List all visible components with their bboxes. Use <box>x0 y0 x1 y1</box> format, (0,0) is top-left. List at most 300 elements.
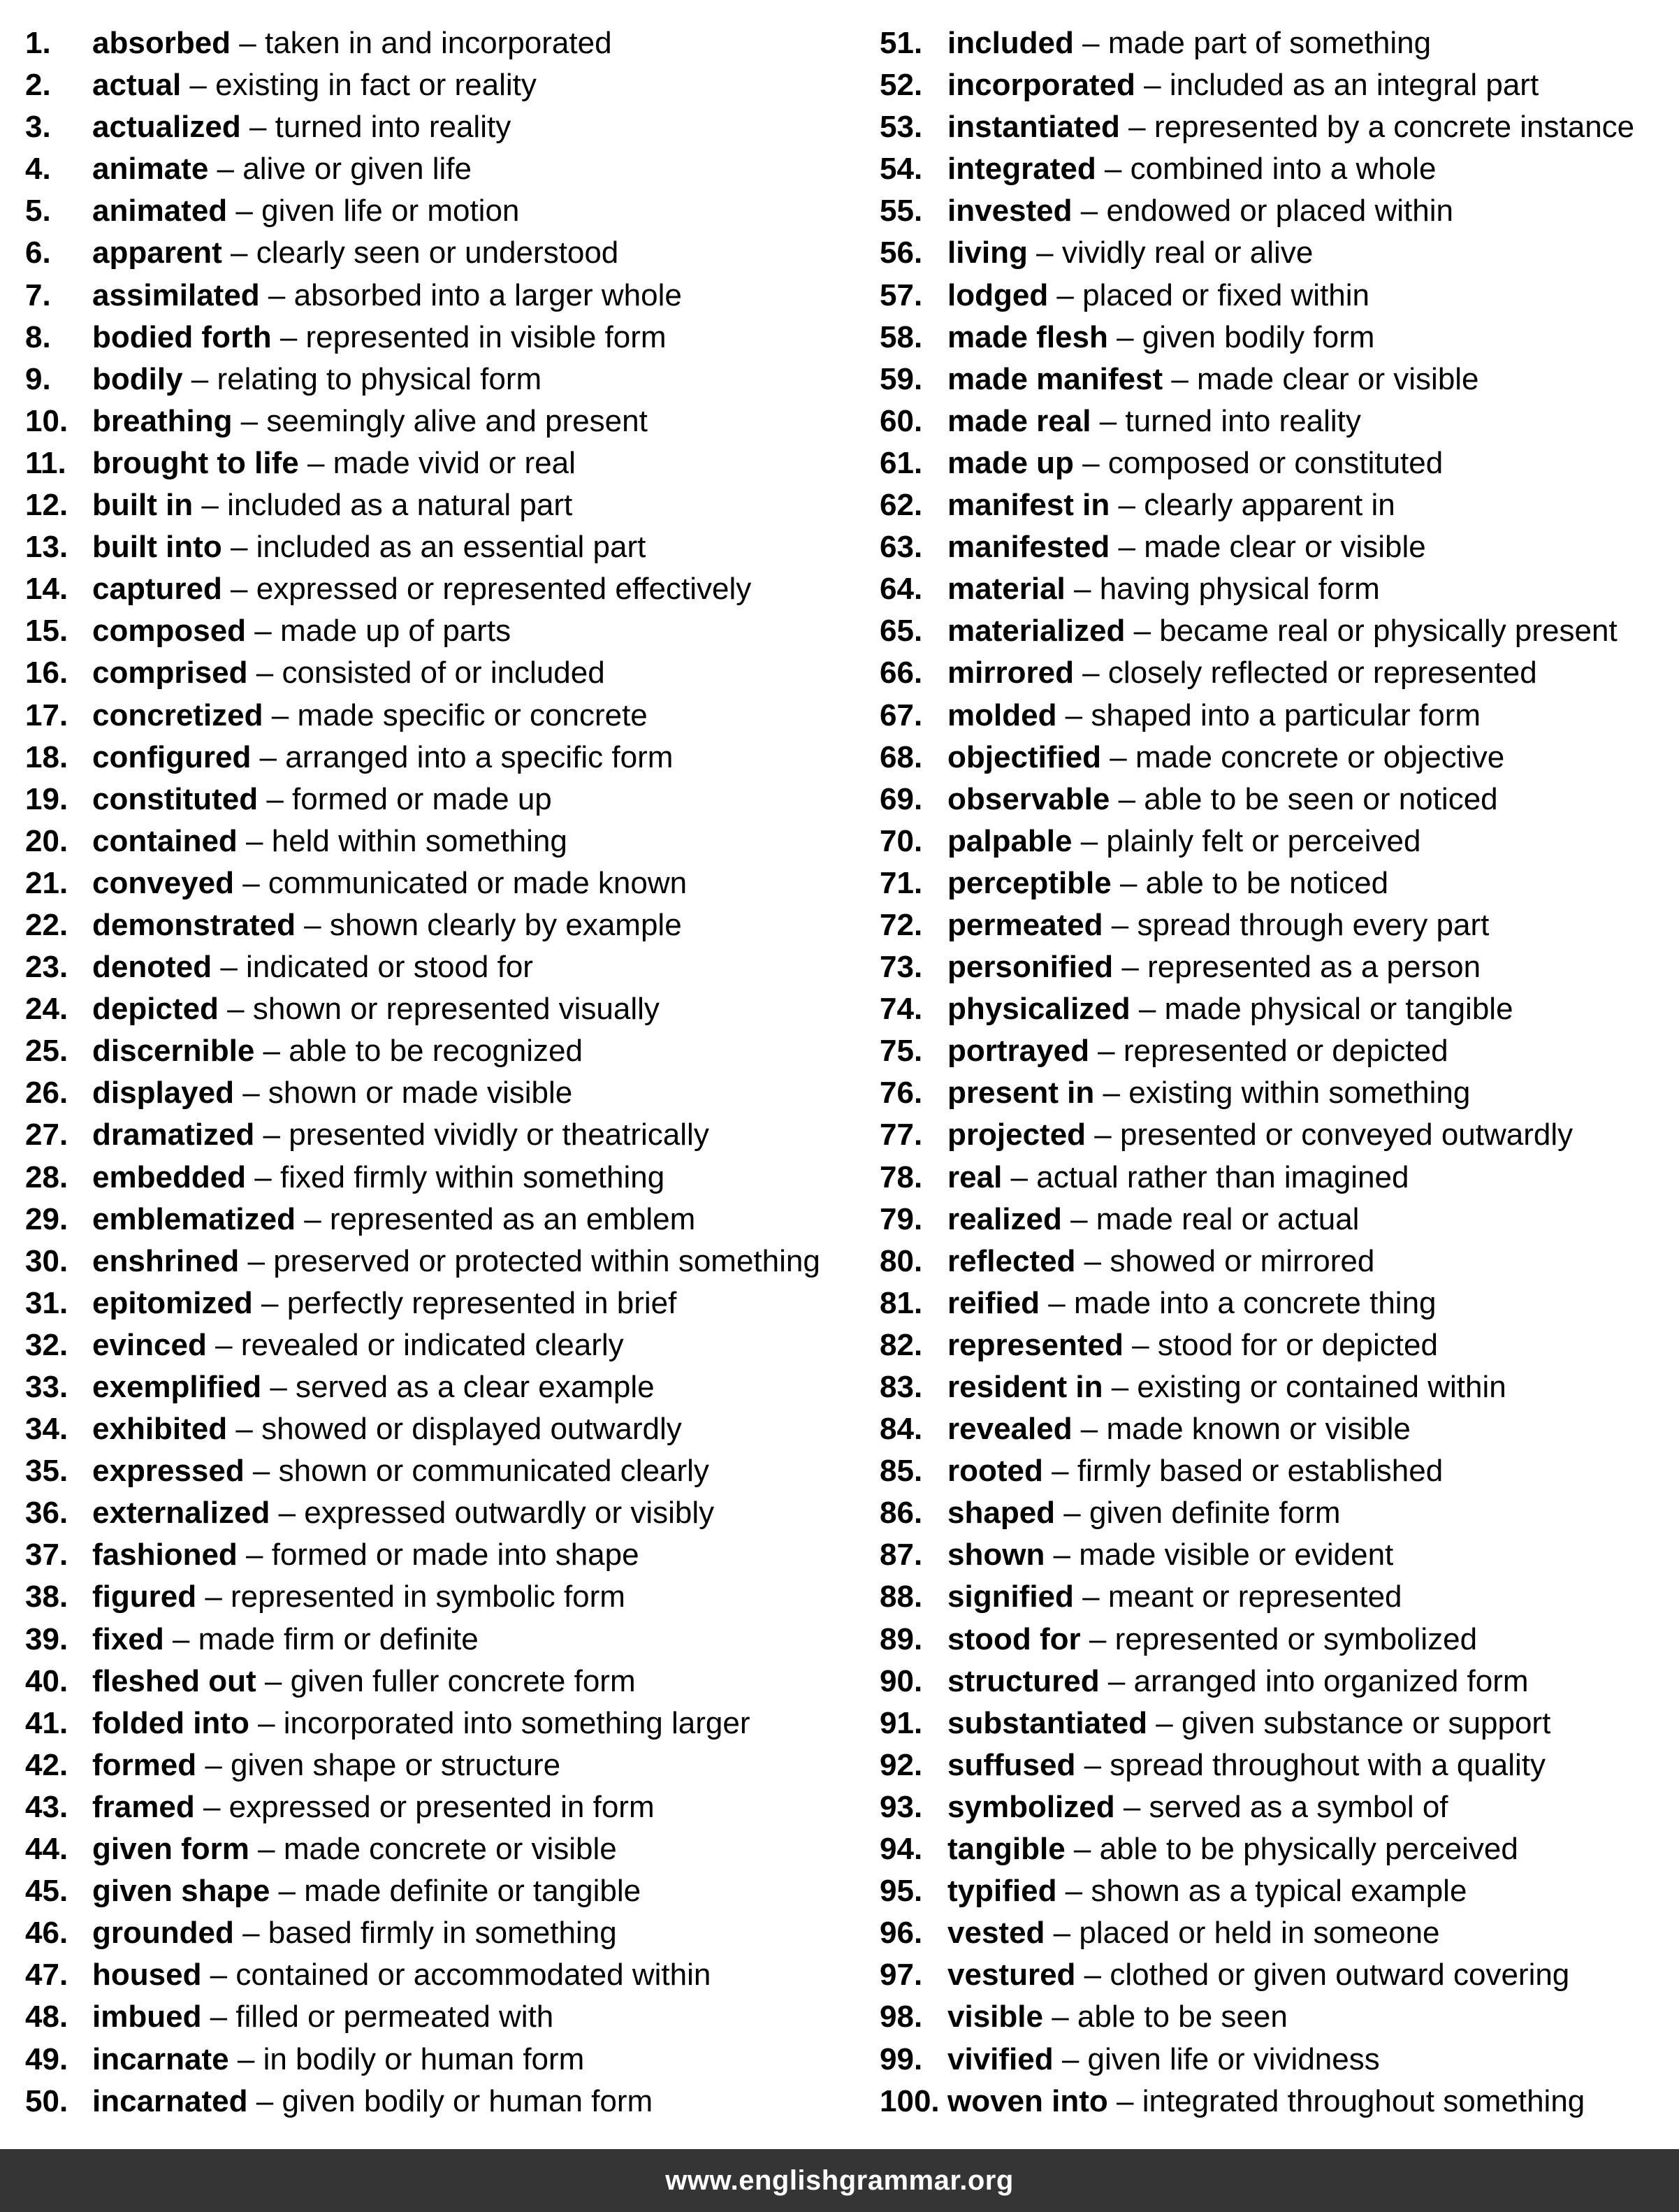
item-word: vivified <box>947 2041 1054 2076</box>
item-text <box>92 779 552 821</box>
item-number: 47. <box>25 1958 68 1993</box>
item-word: stood for <box>947 1621 1081 1656</box>
item-word: concretized <box>92 697 263 732</box>
item-number: 10. <box>25 403 68 438</box>
item-text <box>947 1157 1409 1199</box>
item-separator: – <box>1065 572 1100 607</box>
item-text <box>947 359 1479 400</box>
item-separator: – <box>256 1663 291 1698</box>
item-text <box>947 106 1634 148</box>
item-text <box>947 652 1537 694</box>
item-word: materialized <box>947 614 1126 649</box>
item-definition: served as a clear example <box>296 1370 655 1404</box>
item-definition: showed or mirrored <box>1110 1243 1375 1278</box>
list-item <box>25 1030 857 1072</box>
item-number: 43. <box>25 1789 68 1824</box>
item-text <box>947 1703 1550 1744</box>
item-number: 87. <box>880 1538 923 1573</box>
list-item <box>25 1576 857 1618</box>
item-definition: combined into a whole <box>1130 152 1437 187</box>
item-text <box>947 2039 1380 2081</box>
item-word: exhibited <box>92 1412 228 1447</box>
item-number: 16. <box>25 656 68 691</box>
item-number: 53. <box>880 110 923 145</box>
item-text <box>92 1282 676 1324</box>
list-item <box>880 695 1662 737</box>
item-definition: communicated or made known <box>268 865 688 900</box>
item-number: 99. <box>880 2041 923 2076</box>
item-number: 14. <box>25 572 68 607</box>
list-item <box>880 232 1662 274</box>
item-definition: endowed or placed within <box>1106 194 1453 229</box>
item-word: embedded <box>92 1159 247 1194</box>
item-word: made manifest <box>947 361 1163 396</box>
item-definition: based firmly in something <box>268 1916 617 1951</box>
item-word: housed <box>92 1958 202 1993</box>
item-text <box>947 1492 1341 1534</box>
item-number: 65. <box>880 614 923 649</box>
item-word: symbolized <box>947 1789 1115 1824</box>
item-definition: given shape or structure <box>231 1747 561 1782</box>
item-text <box>947 317 1374 359</box>
item-text <box>947 1199 1359 1241</box>
item-text <box>947 400 1361 442</box>
item-definition: able to be recognized <box>289 1034 583 1069</box>
list-item <box>880 64 1662 106</box>
item-definition: revealed or indicated clearly <box>240 1327 624 1362</box>
list-item <box>25 1366 857 1408</box>
list-item <box>880 904 1662 946</box>
item-definition: fixed firmly within something <box>279 1159 665 1194</box>
item-number: 84. <box>880 1412 923 1447</box>
item-separator: – <box>1080 1621 1115 1656</box>
list-item <box>880 779 1662 821</box>
item-word: configured <box>92 739 252 774</box>
item-definition: composed or constituted <box>1107 445 1444 480</box>
list-item <box>880 1661 1662 1703</box>
item-number: 4. <box>25 152 51 187</box>
item-text <box>92 568 751 610</box>
item-text <box>92 232 618 274</box>
item-number: 74. <box>880 992 923 1027</box>
item-number: 78. <box>880 1159 923 1194</box>
item-word: molded <box>947 697 1057 732</box>
item-separator: – <box>1053 2041 1088 2076</box>
item-separator: – <box>1045 1916 1080 1951</box>
item-word: imbued <box>92 2000 202 2034</box>
item-word: present in <box>947 1076 1095 1111</box>
item-separator: – <box>1086 1118 1120 1152</box>
item-number: 77. <box>880 1118 923 1152</box>
list-item <box>25 946 857 988</box>
item-separator: – <box>218 992 253 1027</box>
item-text <box>947 1408 1411 1450</box>
list-item <box>25 1282 857 1324</box>
item-number: 25. <box>25 1034 68 1069</box>
item-text <box>947 232 1313 274</box>
item-word: palpable <box>947 823 1073 858</box>
item-definition: given life or motion <box>261 194 520 229</box>
item-number: 27. <box>25 1118 68 1152</box>
item-word: actual <box>92 68 182 103</box>
list-item <box>880 1703 1662 1744</box>
item-text <box>92 1954 711 1996</box>
item-separator: – <box>1096 152 1131 187</box>
item-text <box>92 946 533 988</box>
item-definition: plainly felt or perceived <box>1106 823 1421 858</box>
footer-bar <box>0 2149 1679 2212</box>
list-item <box>25 1954 857 1996</box>
item-definition: existing in fact or reality <box>215 68 537 103</box>
item-word: revealed <box>947 1412 1073 1447</box>
list-item <box>25 1703 857 1744</box>
list-item <box>25 1661 857 1703</box>
list-item <box>880 1199 1662 1241</box>
item-text <box>92 737 673 779</box>
item-definition: actual rather than imagined <box>1036 1159 1409 1194</box>
item-definition: made real or actual <box>1096 1201 1360 1236</box>
item-separator: – <box>163 1621 198 1656</box>
item-text <box>947 988 1513 1030</box>
item-number: 12. <box>25 488 68 523</box>
list-item <box>25 148 857 190</box>
item-text <box>92 1492 714 1534</box>
item-separator: – <box>1027 236 1062 270</box>
list-item <box>880 988 1662 1030</box>
item-separator: – <box>247 2083 282 2118</box>
item-text <box>92 1408 682 1450</box>
item-word: emblematized <box>92 1201 296 1236</box>
item-text <box>92 1450 709 1492</box>
item-separator: – <box>1075 1958 1110 1993</box>
list-item <box>880 1870 1662 1912</box>
list-item <box>25 359 857 400</box>
item-word: realized <box>947 1201 1062 1236</box>
item-text <box>92 400 648 442</box>
item-word: incorporated <box>947 68 1135 103</box>
item-separator: – <box>1107 2083 1142 2118</box>
item-word: bodily <box>92 361 183 396</box>
item-number: 67. <box>880 697 923 732</box>
item-separator: – <box>1101 739 1135 774</box>
item-word: framed <box>92 1789 195 1824</box>
word-list-column-left <box>25 22 857 2123</box>
list-item <box>25 1492 857 1534</box>
item-word: discernible <box>92 1034 255 1069</box>
list-item <box>880 484 1662 526</box>
item-definition: absorbed into a larger whole <box>293 277 682 312</box>
item-word: made flesh <box>947 319 1108 354</box>
item-number: 82. <box>880 1327 923 1362</box>
list-item <box>25 1996 857 2038</box>
list-item <box>25 1828 857 1870</box>
item-word: denoted <box>92 950 212 985</box>
item-separator: – <box>1045 1538 1080 1573</box>
item-definition: existing within something <box>1128 1076 1471 1111</box>
list-item <box>880 1114 1662 1156</box>
item-separator: – <box>254 1034 289 1069</box>
list-item <box>880 2081 1662 2123</box>
item-separator: – <box>1107 319 1142 354</box>
item-word: reified <box>947 1285 1040 1320</box>
item-text <box>92 148 472 190</box>
item-number: 3. <box>25 110 51 145</box>
item-word: brought to life <box>92 445 299 480</box>
item-separator: – <box>237 1538 272 1573</box>
list-item <box>880 148 1662 190</box>
item-word: represented <box>947 1327 1124 1362</box>
item-word: enshrined <box>92 1243 240 1278</box>
item-separator: – <box>270 1496 305 1531</box>
item-text <box>947 568 1380 610</box>
list-item <box>880 1450 1662 1492</box>
item-separator: – <box>1075 1243 1110 1278</box>
item-separator: – <box>263 697 298 732</box>
item-text <box>947 1282 1437 1324</box>
item-separator: – <box>1048 277 1083 312</box>
item-number: 36. <box>25 1496 68 1531</box>
item-word: absorbed <box>92 26 231 60</box>
item-word: visible <box>947 2000 1043 2034</box>
item-separator: – <box>182 361 217 396</box>
item-text <box>92 1828 617 1870</box>
item-number: 50. <box>25 2083 68 2118</box>
item-number: 28. <box>25 1159 68 1194</box>
item-definition: made part of something <box>1107 26 1432 60</box>
item-separator: – <box>233 865 268 900</box>
item-number: 22. <box>25 907 68 942</box>
item-word: mirrored <box>947 656 1074 691</box>
item-number: 70. <box>880 823 923 858</box>
item-separator: – <box>227 194 262 229</box>
item-number: 56. <box>880 236 923 270</box>
item-number: 5. <box>25 194 51 229</box>
item-separator: – <box>261 1370 296 1404</box>
item-word: observable <box>947 781 1110 816</box>
item-separator: – <box>1110 781 1144 816</box>
item-word: integrated <box>947 152 1096 187</box>
list-item <box>25 1324 857 1366</box>
item-word: evinced <box>92 1327 207 1362</box>
item-separator: – <box>194 1789 229 1824</box>
item-text <box>947 821 1420 862</box>
item-word: breathing <box>92 403 233 438</box>
word-list <box>0 22 1679 2119</box>
item-number: 15. <box>25 614 68 649</box>
list-item <box>880 190 1662 232</box>
item-separator: – <box>246 614 280 649</box>
item-definition: incorporated into something larger <box>283 1705 750 1740</box>
item-definition: perfectly represented in brief <box>286 1285 677 1320</box>
item-text <box>947 1072 1470 1114</box>
item-definition: made firm or definite <box>198 1621 479 1656</box>
item-number: 63. <box>880 530 923 565</box>
item-word: apparent <box>92 236 222 270</box>
list-item <box>880 568 1662 610</box>
item-text <box>92 1241 820 1282</box>
item-definition: in bodily or human form <box>263 2041 585 2076</box>
item-word: exemplified <box>92 1370 262 1404</box>
item-definition: clearly apparent in <box>1144 488 1395 523</box>
item-text <box>947 1450 1443 1492</box>
item-number: 55. <box>880 194 923 229</box>
item-separator: – <box>1065 1832 1100 1867</box>
item-word: tangible <box>947 1832 1066 1867</box>
list-item <box>25 862 857 904</box>
item-word: personified <box>947 950 1114 985</box>
item-word: conveyed <box>92 865 234 900</box>
item-definition: became real or physically present <box>1159 614 1618 649</box>
item-word: shown <box>947 1538 1045 1573</box>
list-item <box>880 442 1662 484</box>
item-word: built into <box>92 530 222 565</box>
list-item <box>25 22 857 64</box>
list-item <box>25 1157 857 1199</box>
item-number: 73. <box>880 950 923 985</box>
item-separator: – <box>251 739 286 774</box>
item-definition: placed or held in someone <box>1079 1916 1440 1951</box>
item-definition: represented or symbolized <box>1114 1621 1478 1656</box>
item-number: 81. <box>880 1285 923 1320</box>
item-definition: formed or made into shape <box>271 1538 639 1573</box>
item-separator: – <box>212 950 247 985</box>
item-definition: made definite or tangible <box>304 1874 641 1909</box>
item-number: 64. <box>880 572 923 607</box>
item-separator: – <box>1099 1663 1134 1698</box>
item-separator: – <box>1103 1370 1137 1404</box>
list-item <box>880 317 1662 359</box>
item-number: 91. <box>880 1705 923 1740</box>
item-number: 89. <box>880 1621 923 1656</box>
item-definition: preserved or protected within something <box>273 1243 820 1278</box>
list-item <box>25 1450 857 1492</box>
item-word: instantiated <box>947 110 1120 145</box>
item-separator: – <box>1110 488 1144 523</box>
item-text <box>92 2081 653 2123</box>
item-text <box>947 904 1489 946</box>
list-item <box>880 1492 1662 1534</box>
item-definition: represented as an emblem <box>329 1201 696 1236</box>
item-text <box>947 1786 1448 1828</box>
item-separator: – <box>259 277 294 312</box>
list-item <box>25 1072 857 1114</box>
item-text <box>947 1828 1518 1870</box>
list-item <box>880 610 1662 652</box>
item-separator: – <box>247 656 282 691</box>
item-definition: expressed or presented in form <box>228 1789 655 1824</box>
item-number: 86. <box>880 1496 923 1531</box>
item-number: 39. <box>25 1621 68 1656</box>
item-definition: shown or made visible <box>268 1076 573 1111</box>
item-separator: – <box>295 1201 330 1236</box>
item-number: 8. <box>25 319 51 354</box>
item-definition: vividly real or alive <box>1061 236 1314 270</box>
item-definition: seemingly alive and present <box>266 403 648 438</box>
list-item <box>880 1786 1662 1828</box>
list-item <box>880 1030 1662 1072</box>
item-separator: – <box>1103 907 1137 942</box>
item-separator: – <box>1113 950 1148 985</box>
item-separator: – <box>1130 992 1165 1027</box>
list-item <box>880 1619 1662 1661</box>
item-number: 9. <box>25 361 51 396</box>
item-number: 35. <box>25 1454 68 1489</box>
item-number: 42. <box>25 1747 68 1782</box>
item-definition: closely reflected or represented <box>1107 656 1537 691</box>
item-number: 80. <box>880 1243 923 1278</box>
item-definition: given substance or support <box>1181 1705 1551 1740</box>
item-word: demonstrated <box>92 907 296 942</box>
item-definition: turned into reality <box>275 110 511 145</box>
list-item <box>880 1744 1662 1786</box>
item-word: resident in <box>947 1370 1103 1404</box>
item-separator: – <box>221 236 256 270</box>
list-item <box>25 484 857 526</box>
item-number: 62. <box>880 488 923 523</box>
item-separator: – <box>181 68 216 103</box>
item-text <box>947 1534 1393 1576</box>
list-item <box>880 1241 1662 1282</box>
item-number: 11. <box>25 445 66 480</box>
item-text <box>947 1954 1569 1996</box>
list-item <box>880 106 1662 148</box>
list-item <box>25 190 857 232</box>
item-text <box>92 1576 625 1618</box>
item-text <box>947 1324 1438 1366</box>
item-word: bodied forth <box>92 319 272 354</box>
item-number: 72. <box>880 907 923 942</box>
list-item <box>25 317 857 359</box>
item-word: rooted <box>947 1454 1043 1489</box>
item-word: reflected <box>947 1243 1076 1278</box>
item-separator: – <box>1110 530 1144 565</box>
item-text <box>92 2039 584 2081</box>
item-number: 76. <box>880 1076 923 1111</box>
item-word: fashioned <box>92 1538 238 1573</box>
list-item <box>880 1828 1662 1870</box>
item-definition: alive or given life <box>242 152 472 187</box>
item-definition: able to be seen <box>1077 2000 1288 2034</box>
item-definition: served as a symbol of <box>1149 1789 1448 1824</box>
item-number: 79. <box>880 1201 923 1236</box>
item-separator: – <box>1073 26 1108 60</box>
item-word: perceptible <box>947 865 1112 900</box>
item-number: 30. <box>25 1243 68 1278</box>
item-word: woven into <box>947 2083 1108 2118</box>
list-item <box>25 1744 857 1786</box>
item-separator: – <box>249 1705 284 1740</box>
item-definition: made specific or concrete <box>297 697 648 732</box>
item-text <box>947 190 1453 232</box>
item-definition: arranged into organized form <box>1133 1663 1529 1698</box>
item-number: 38. <box>25 1580 68 1614</box>
item-word: assimilated <box>92 277 260 312</box>
item-number: 6. <box>25 236 51 270</box>
item-text <box>947 695 1481 737</box>
item-separator: – <box>239 1243 274 1278</box>
item-text <box>92 359 542 400</box>
item-number: 58. <box>880 319 923 354</box>
item-text <box>947 148 1436 190</box>
item-separator: – <box>1163 361 1198 396</box>
item-number: 57. <box>880 277 923 312</box>
item-number: 51. <box>880 26 923 60</box>
item-separator: – <box>240 110 275 145</box>
item-separator: – <box>221 572 256 607</box>
item-definition: included as an integral part <box>1169 68 1539 103</box>
item-text <box>92 695 648 737</box>
item-text <box>92 1366 655 1408</box>
